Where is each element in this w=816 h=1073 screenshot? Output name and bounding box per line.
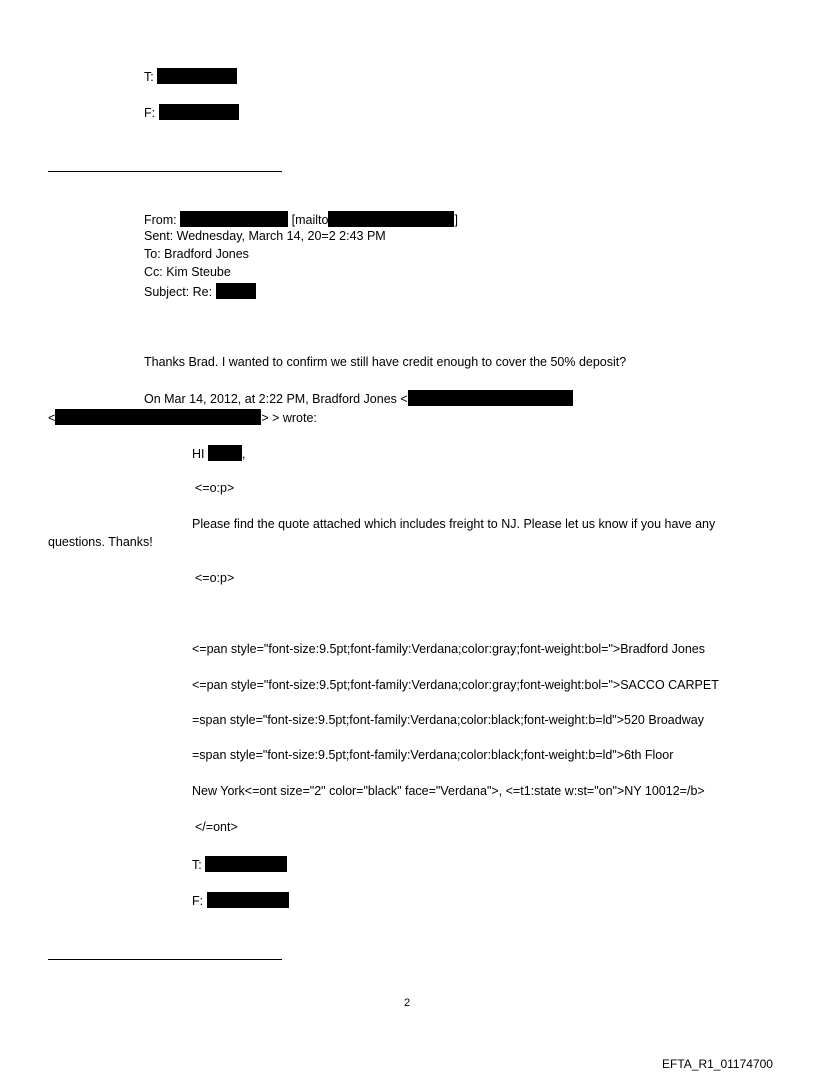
- subject-label: Subject: Re:: [144, 285, 213, 299]
- fax-label: F:: [192, 894, 204, 908]
- greeting-line: [192, 445, 245, 460]
- header-cc: Cc: Kim Steube: [144, 265, 231, 279]
- op-tag-1: <=o:p>: [195, 481, 235, 495]
- signature-line-5: New York<=ont size="2" color="black" face="Verdana">, <=t1:state w:st="on">NY 10012=/b>: [192, 784, 705, 798]
- quote-intro-start: On Mar 14, 2012, at 2:22 PM, Bradford Jones <: [144, 392, 408, 406]
- from-label: From:: [144, 213, 177, 227]
- redaction-block: [207, 892, 289, 908]
- redaction-block: [159, 104, 239, 120]
- redaction-block: [328, 211, 454, 227]
- signature-line-6: </=ont>: [195, 820, 238, 834]
- signature-line-1: <=pan style="font-size:9.5pt;font-family:Verdana;color:gray;font-weight:bol=">Bradford Jones: [192, 642, 705, 656]
- reply-text: Thanks Brad. I wanted to confirm we still have credit enough to cover the 50% deposit?: [144, 355, 627, 369]
- separator-line: [48, 171, 282, 172]
- signature-line-2: <=pan style="font-size:9.5pt;font-family:Verdana;color:gray;font-weight:bol=">SACCO CARPET: [192, 678, 719, 692]
- separator-line: [48, 959, 282, 960]
- fax-label: F:: [144, 106, 156, 120]
- header-subject: [144, 283, 256, 298]
- top-fax-line: [144, 104, 239, 119]
- document-id: EFTA_R1_01174700: [662, 1057, 773, 1071]
- redaction-block: [208, 445, 242, 461]
- redaction-block: [55, 409, 261, 425]
- header-to: To: Bradford Jones: [144, 247, 249, 261]
- phone-label: T:: [144, 70, 154, 84]
- greeting: HI: [192, 447, 205, 461]
- quote-intro-wrote: > > wrote:: [261, 411, 317, 425]
- message-line-2: questions. Thanks!: [48, 535, 153, 549]
- top-phone-line: [144, 68, 237, 83]
- quote-intro-line2: [48, 409, 317, 424]
- signature-fax-line: [192, 892, 289, 907]
- message-line-1: Please find the quote attached which includes freight to NJ. Please let us know if you have any: [192, 517, 716, 531]
- mailto-label: [mailto: [291, 213, 329, 227]
- redaction-block: [180, 211, 288, 227]
- redaction-block: [216, 283, 256, 299]
- redaction-block: [408, 390, 573, 406]
- phone-label: T:: [192, 858, 202, 872]
- redaction-block: [157, 68, 237, 84]
- quote-intro-line1: [144, 390, 573, 405]
- quote-intro-lt: <: [48, 411, 56, 425]
- signature-line-3: =span style="font-size:9.5pt;font-family:Verdana;color:black;font-weight:b=ld">520 Broadway: [192, 713, 704, 727]
- signature-line-4: =span style="font-size:9.5pt;font-family:Verdana;color:black;font-weight:b=ld">6th Floor: [192, 748, 674, 762]
- page-number: 2: [404, 997, 411, 1009]
- op-tag-2: <=o:p>: [195, 571, 235, 585]
- header-sent: Sent: Wednesday, March 14, 20=2 2:43 PM: [144, 229, 386, 243]
- header-from: [144, 211, 458, 226]
- mailto-close: ]: [454, 213, 458, 227]
- greeting-comma: ,: [241, 447, 246, 461]
- signature-phone-line: [192, 856, 287, 871]
- redaction-block: [205, 856, 287, 872]
